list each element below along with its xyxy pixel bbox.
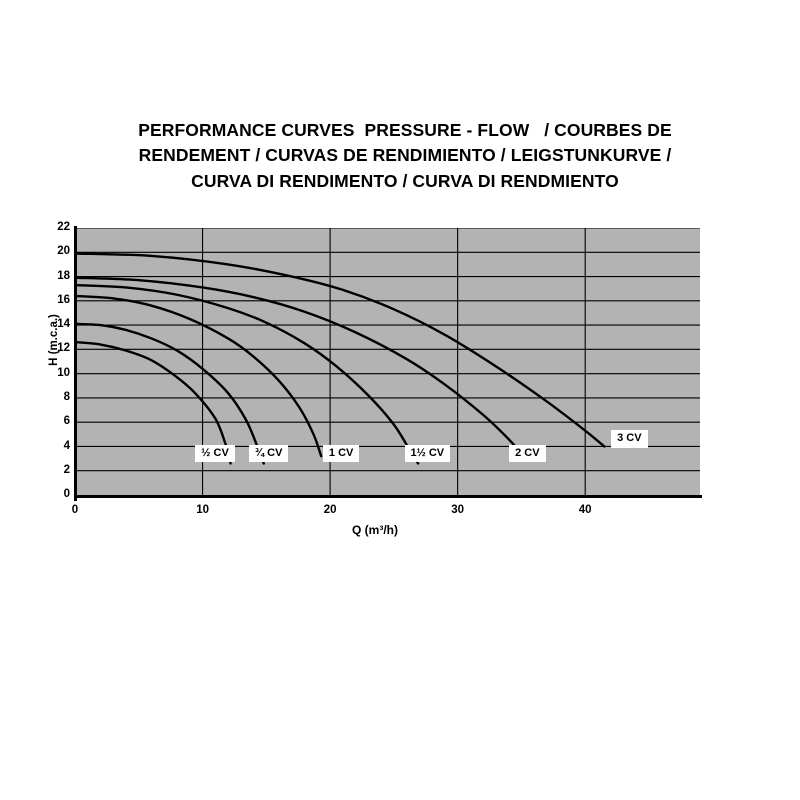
y-tick-label: 20	[57, 245, 70, 258]
x-axis-title: Q (m³/h)	[352, 523, 398, 537]
curve-label: 2 CV	[509, 445, 545, 463]
curve-label: 1½ CV	[405, 445, 451, 463]
y-tick-label: 16	[57, 293, 70, 306]
y-tick-label: 2	[63, 463, 70, 476]
chart-title-line-1: PERFORMANCE CURVES PRESSURE - FLOW / COURBES DE	[138, 120, 672, 140]
y-tick-label: 0	[63, 488, 70, 500]
curve-label: ¾ CV	[249, 445, 289, 463]
x-tick-label: 10	[196, 504, 209, 516]
chart-title-line-2: RENDEMENT / CURVAS DE RENDIMIENTO / LEIGSTUNKURVE /	[138, 145, 672, 166]
curve-label: 1 CV	[323, 445, 359, 463]
chart-title	[60, 118, 750, 194]
curve-label: 3 CV	[611, 430, 647, 448]
y-axis-title: H (m.c.a.)	[48, 314, 60, 366]
y-tick-label: 4	[63, 439, 70, 452]
x-tick-label: 20	[323, 504, 337, 516]
curve-lines	[75, 228, 700, 495]
chart-title-line-3: CURVA DI RENDIMENTO / CURVA DI RENDMIENTO	[191, 170, 619, 191]
curve-4	[75, 285, 418, 463]
curve-3	[75, 296, 321, 456]
y-tick-label: 12	[57, 342, 70, 355]
y-tick-label: 6	[63, 415, 70, 428]
y-axis-ticks	[22, 0, 70, 800]
x-tick-label: 0	[71, 504, 79, 516]
y-tick-label: 18	[57, 269, 70, 282]
x-tick-label: 30	[451, 504, 465, 516]
y-axis-line	[74, 226, 77, 501]
curve-label: ½ CV	[195, 445, 235, 463]
y-tick-label: 8	[63, 390, 70, 403]
x-tick-label: 40	[578, 504, 592, 516]
y-tick-label: 14	[57, 318, 70, 331]
x-axis-line	[74, 495, 702, 498]
plot-region	[75, 228, 700, 495]
y-tick-label: 10	[57, 366, 70, 379]
y-tick-label: 22	[57, 221, 70, 233]
